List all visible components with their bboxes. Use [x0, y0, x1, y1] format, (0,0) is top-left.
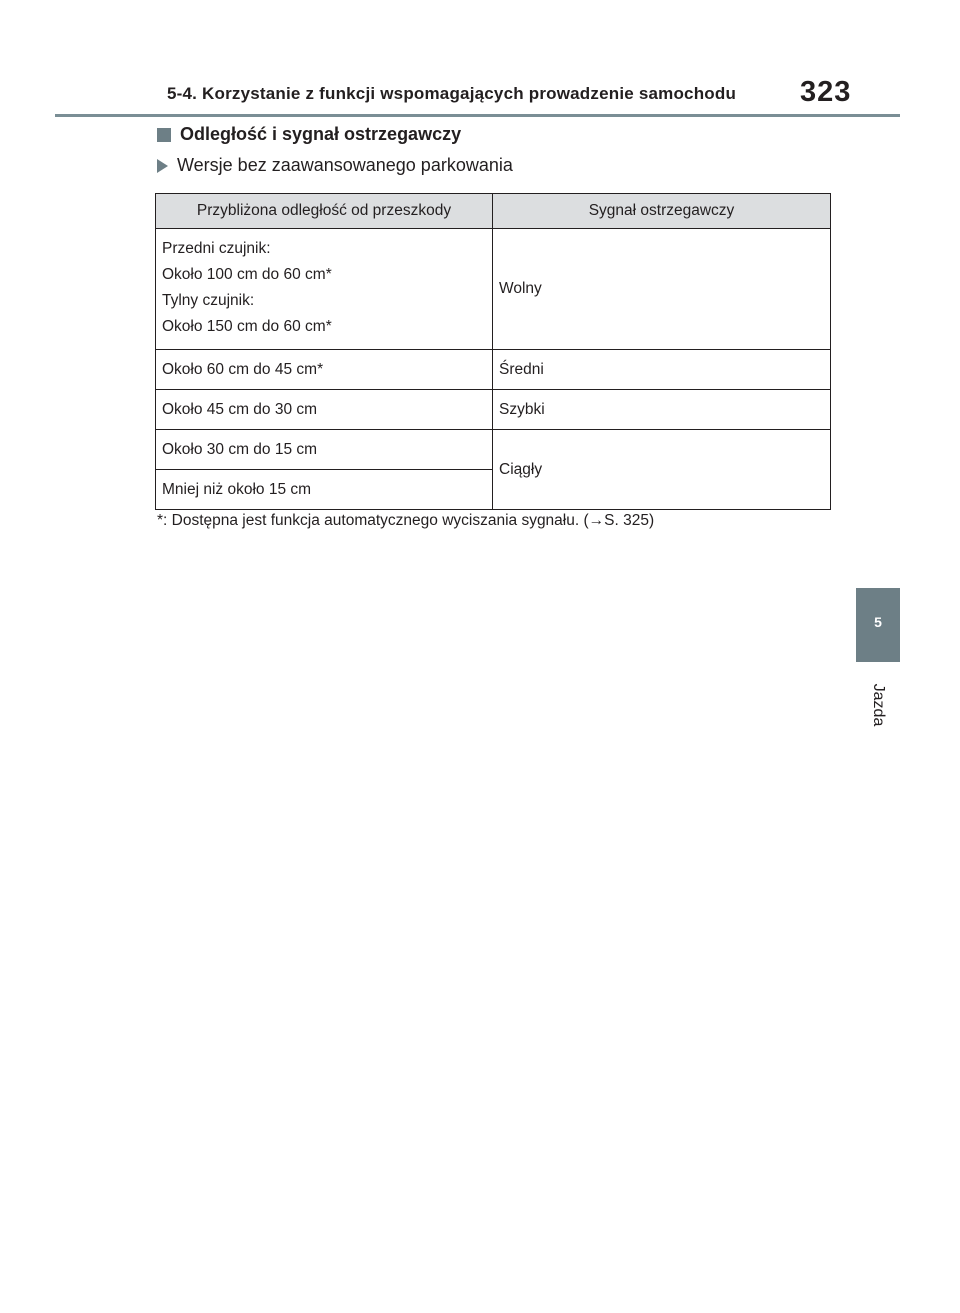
- distance-line: Około 150 cm do 60 cm*: [162, 318, 332, 335]
- distance-cell: Około 60 cm do 45 cm*: [156, 350, 493, 390]
- header-distance: Przybliżona odległość od przeszkody: [156, 194, 493, 229]
- table-row: [156, 430, 831, 470]
- square-bullet-icon: [157, 128, 171, 142]
- distance-cell: Około 30 cm do 15 cm: [156, 430, 493, 470]
- distance-line: Około 100 cm do 60 cm*: [162, 266, 332, 283]
- chapter-tab-number: 5: [874, 614, 882, 630]
- chapter-tab: [856, 588, 900, 662]
- signal-cell: Średni: [493, 350, 831, 390]
- table-row: [156, 390, 831, 430]
- section-title: [157, 124, 461, 145]
- chapter-tab-label-text: Jazda: [870, 683, 887, 727]
- triangle-bullet-icon: [157, 159, 168, 173]
- chapter-tab-label: [866, 676, 888, 736]
- footnote: *: Dostępna jest funkcja automatycznego wyciszania sygnału. (→S. 325): [157, 512, 655, 529]
- page-number: 323: [800, 76, 852, 108]
- table-row: [156, 350, 831, 390]
- section-title-text: Odległość i sygnał ostrzegawczy: [180, 124, 462, 144]
- section-subtitle-text: Wersje bez zaawansowanego parkowania: [177, 155, 513, 175]
- distance-line: Przedni czujnik:: [162, 240, 271, 257]
- signal-cell: Ciągły: [493, 430, 831, 510]
- table-row: [156, 229, 831, 350]
- table-header-row: [156, 194, 831, 229]
- signal-cell: Wolny: [493, 229, 831, 350]
- chapter-title: 5-4. Korzystanie z funkcji wspomagających prowadzenie samochodu: [167, 84, 737, 103]
- distance-line: Tylny czujnik:: [162, 292, 255, 309]
- distance-cell: Mniej niż około 15 cm: [156, 470, 493, 510]
- signal-cell: Szybki: [493, 390, 831, 430]
- page-header: [55, 78, 900, 117]
- header-signal: Sygnał ostrzegawczy: [493, 194, 831, 229]
- distance-cell: Około 45 cm do 30 cm: [156, 390, 493, 430]
- section-subtitle: [157, 155, 513, 176]
- distance-cell: [156, 229, 493, 350]
- warning-signal-table: [155, 193, 831, 510]
